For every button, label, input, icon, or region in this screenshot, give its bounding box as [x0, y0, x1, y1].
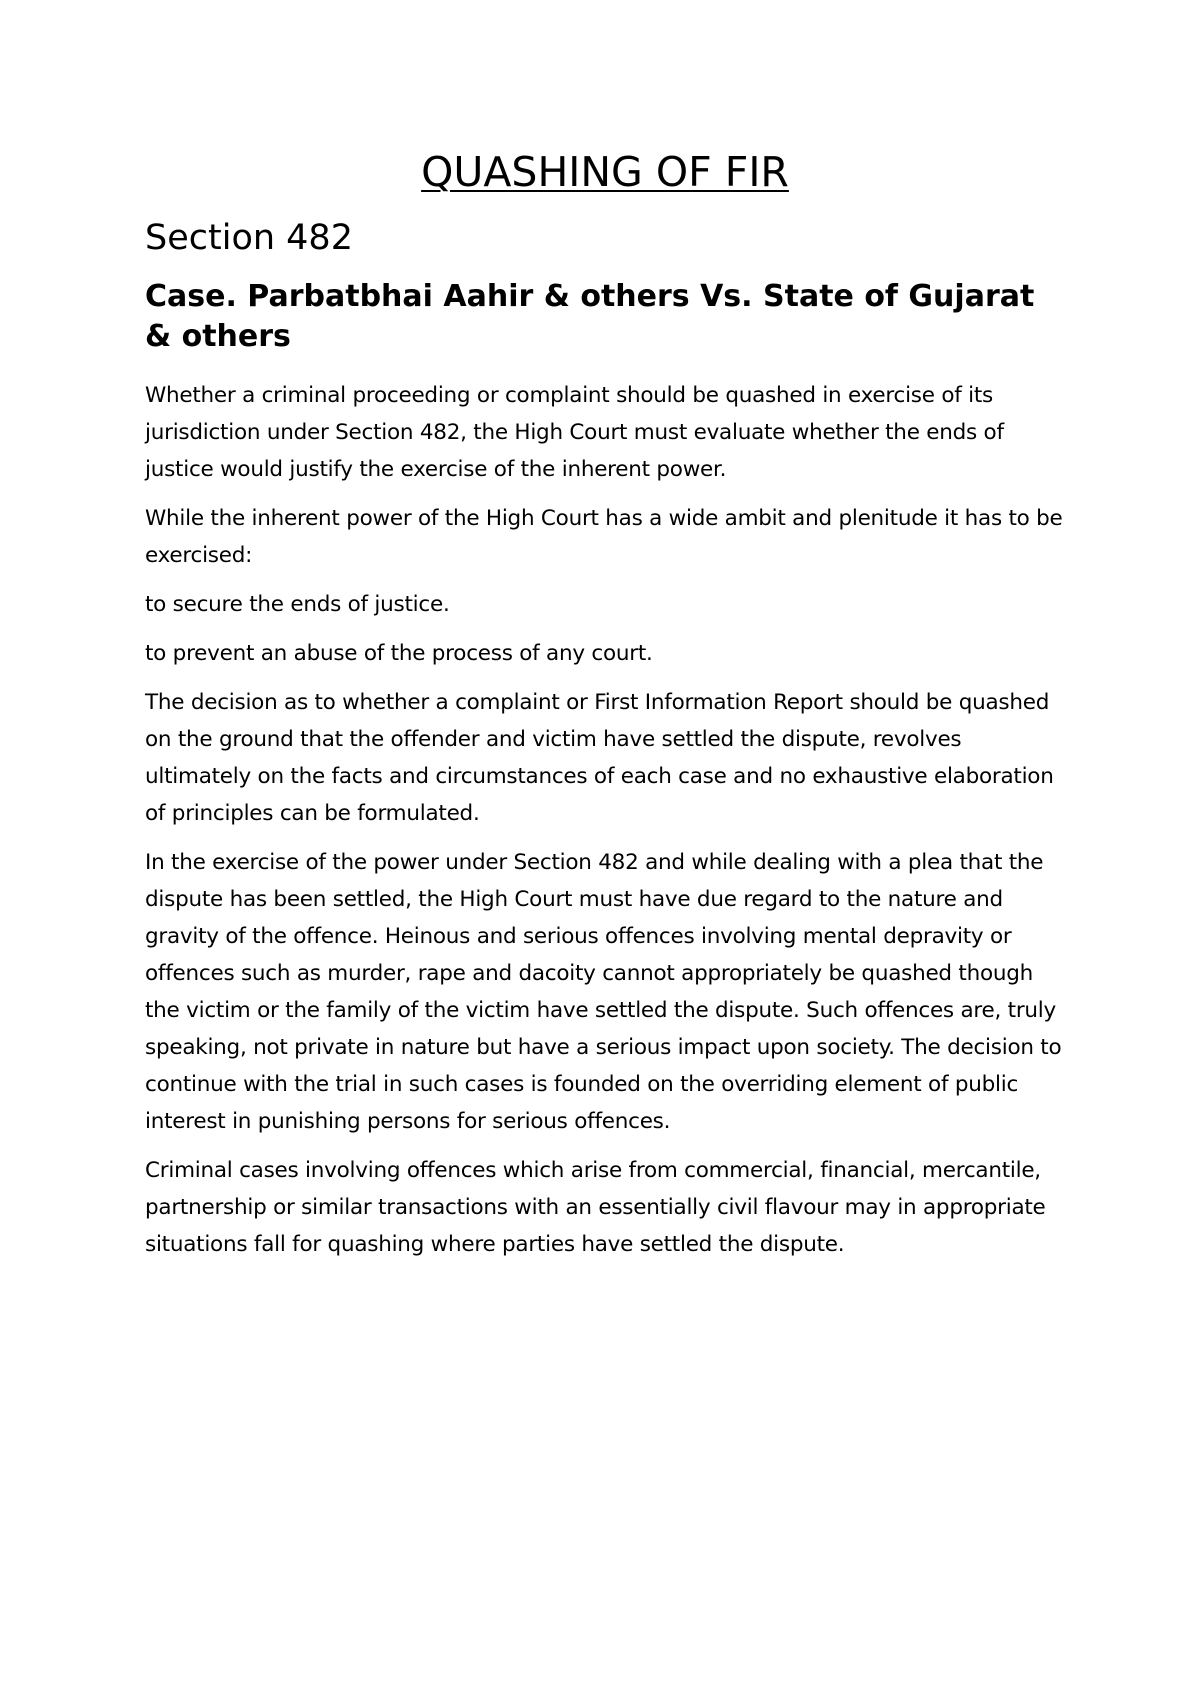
paragraph-civil-flavour: Criminal cases involving offences which arise from commercial, financial, mercantile, partnership or similar transactions with an essentially civil flavour may in appropriate situations fall for quashing where parties have settled the dispute. [145, 1158, 1046, 1258]
paragraph-decision-settlement: The decision as to whether a complaint or First Information Report should be quashed on the ground that the offender and victim have settled the dispute, revolves ultimately on the facts and circumstances of each case and no exhaustive elaboration of principles can be formulated. [145, 690, 1054, 827]
section-heading: Section 482 [145, 218, 353, 259]
document-body [145, 148, 1065, 1263]
paragraph-inherent-power: While the inherent power of the High Court has a wide ambit and plenitude it has to be exercised: [145, 506, 1063, 569]
case-heading: Case. Parbatbhai Aahir & others Vs. State of Gujarat & others [145, 279, 1035, 355]
paragraph-serious-offences: In the exercise of the power under Section 482 and while dealing with a plea that the dispute has been settled, the High Court must have due regard to the nature and gravity of the offence. Heinous and serious offences involving mental depravity or offences such as murder, rape and dacoity cannot appropriately be quashed though the victim or the family of the victim have settled the dispute. Such offences are, truly speaking, not private in nature but have a serious impact upon society. The decision to continue with the trial in such cases is founded on the overriding element of public interest in punishing persons for serious offences. [145, 850, 1062, 1135]
paragraph-jurisdiction: Whether a criminal proceeding or complaint should be quashed in exercise of its jurisdiction under Section 482, the High Court must evaluate whether the ends of justice would justify the exercise of the inherent power. [145, 383, 1004, 483]
document-title-text: QUASHING OF FIR [421, 148, 789, 196]
document-title [145, 148, 1065, 197]
paragraph-prevent-abuse: to prevent an abuse of the process of any court. [145, 641, 653, 667]
paragraph-secure-justice: to secure the ends of justice. [145, 592, 450, 618]
